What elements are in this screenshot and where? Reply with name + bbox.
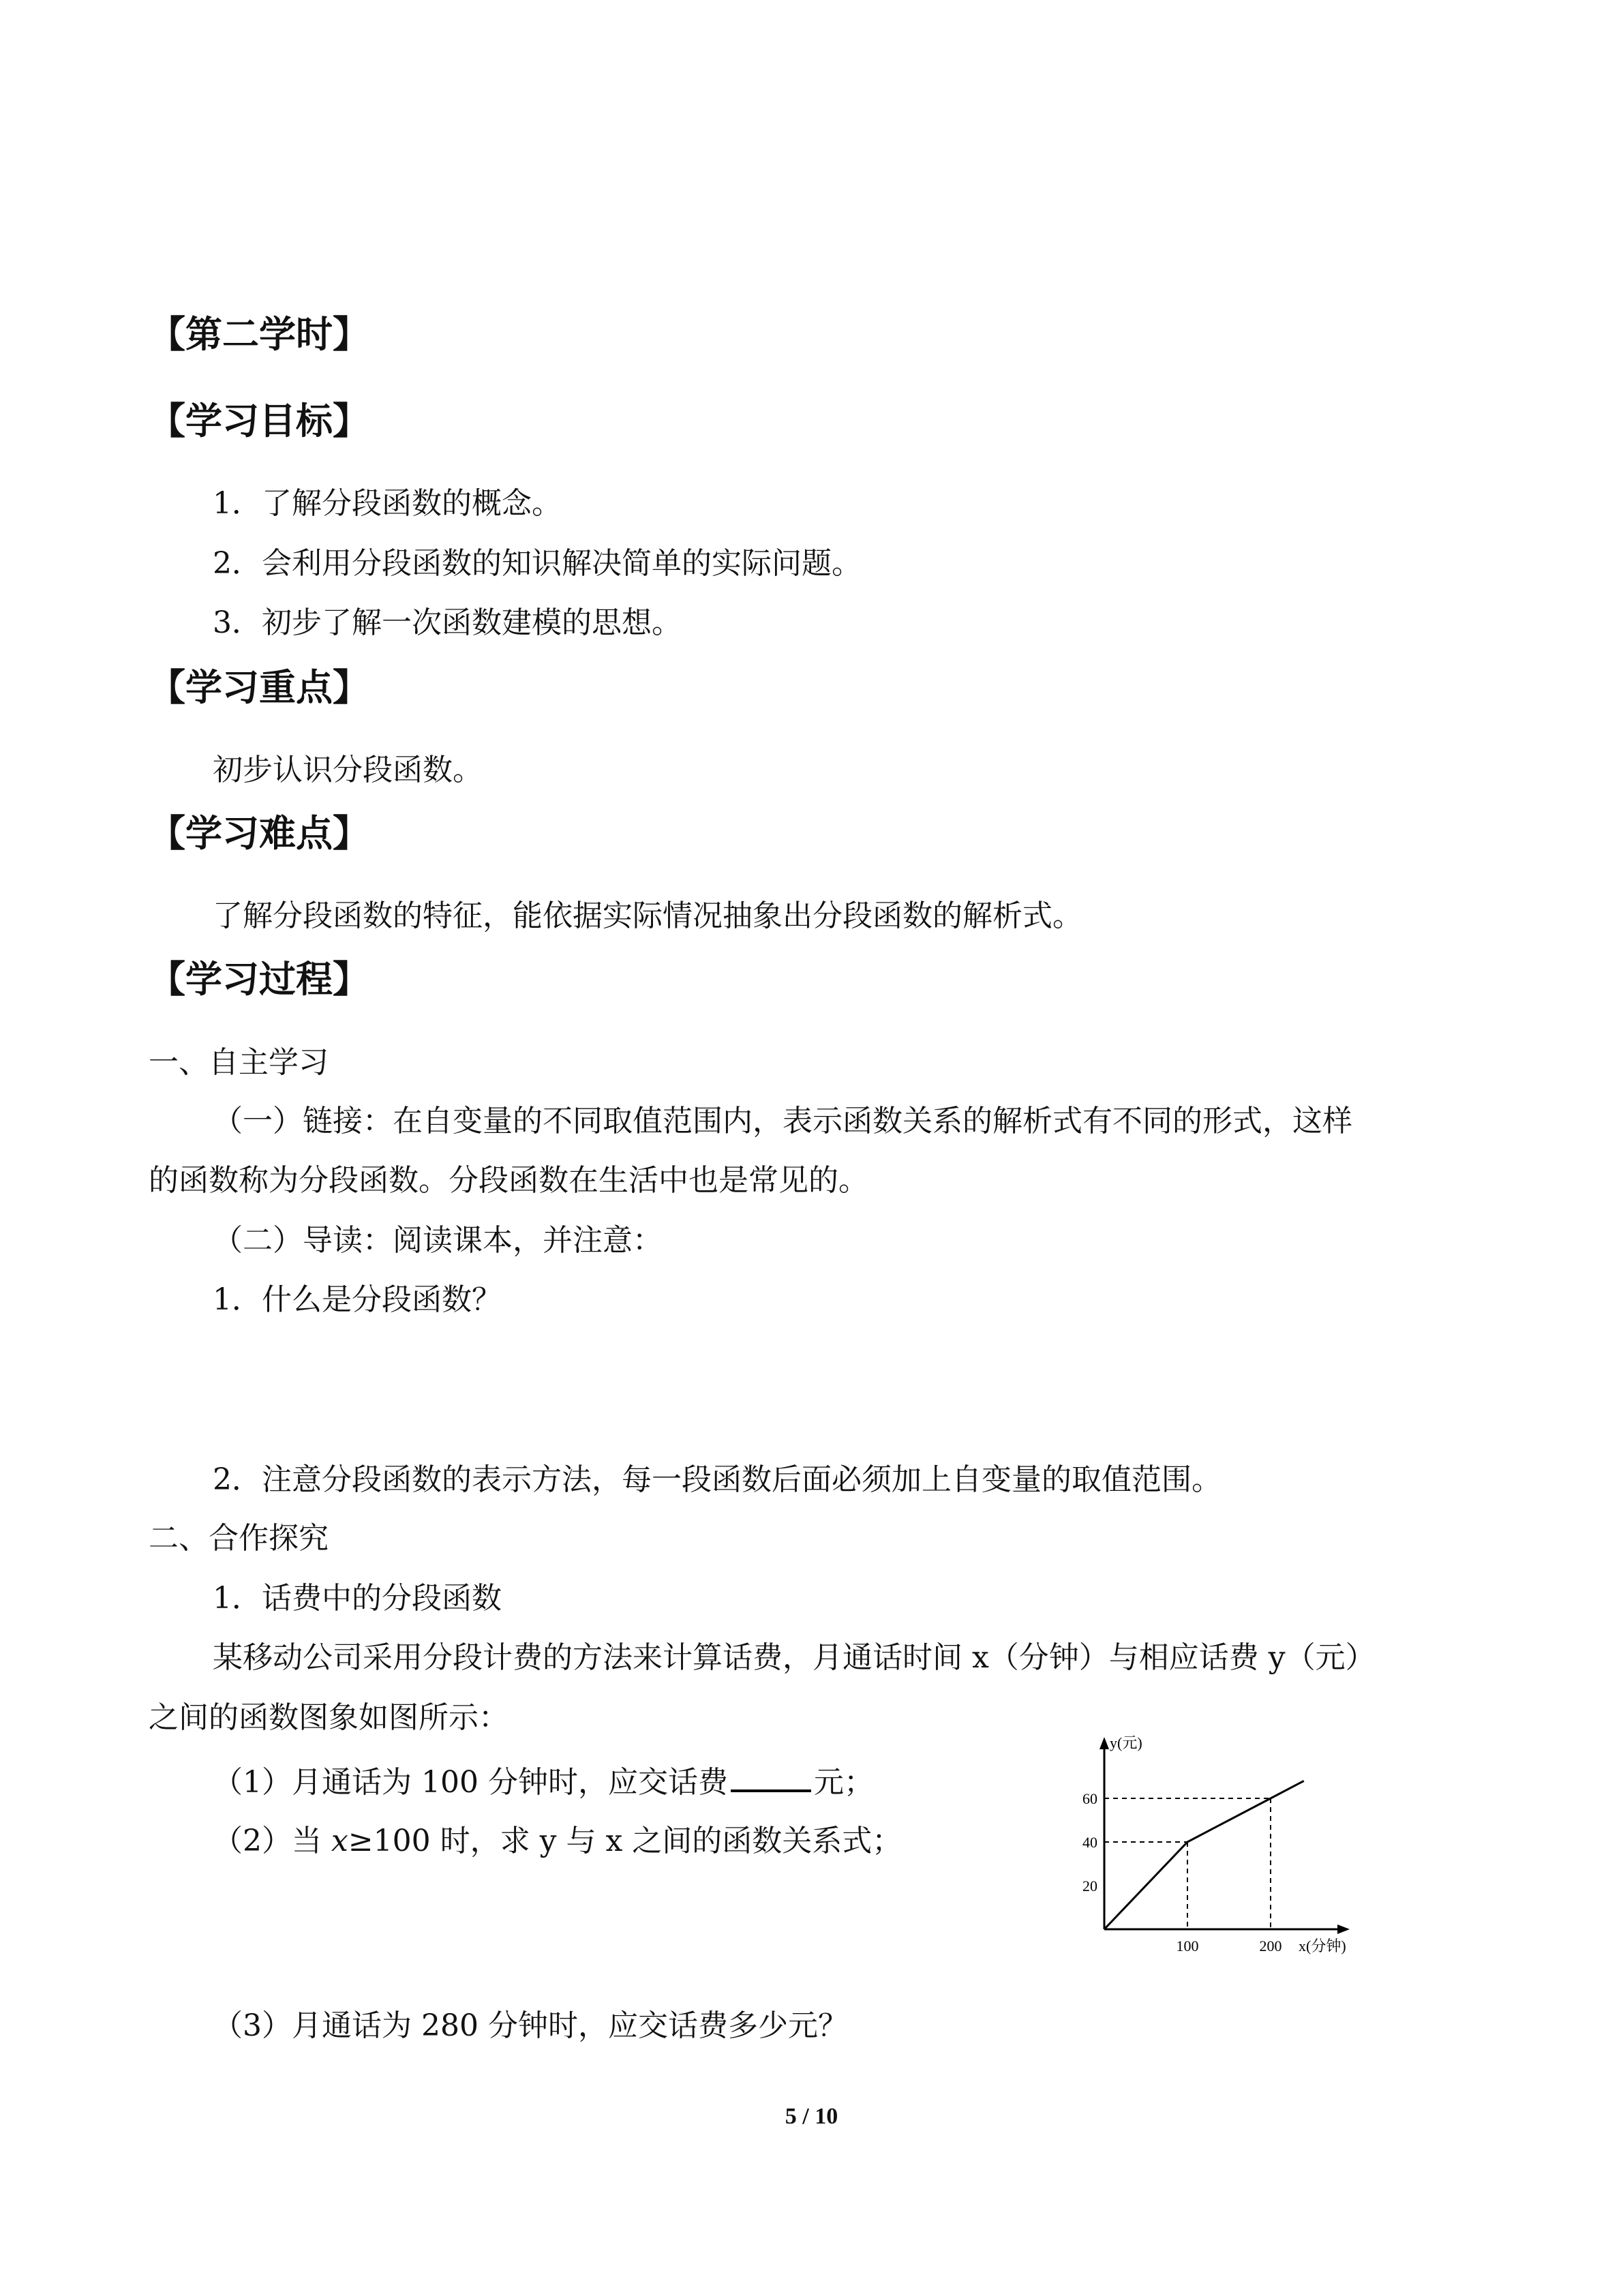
- question-notation: 2．注意分段函数的表示方法，每一段函数后面必须加上自变量的取值范围。: [213, 1462, 1222, 1497]
- section-period-heading: 【第二学时】: [149, 313, 369, 356]
- x-axis-label: x(分钟): [1299, 1937, 1346, 1954]
- question-2-var: x: [331, 1824, 348, 1858]
- page-number: 5 / 10: [785, 2104, 838, 2129]
- link-line-1: （一）链接：在自变量的不同取值范围内，表示函数关系的解析式有不同的形式，这样: [213, 1104, 1352, 1138]
- x-tick-label-100: 100: [1176, 1937, 1199, 1954]
- difficulties-heading: 【学习难点】: [149, 812, 369, 855]
- guide-text: （二）导读：阅读课本，并注意：: [213, 1223, 663, 1258]
- question-1-suffix: 元；: [813, 1765, 874, 1800]
- phone-fee-graph: [1063, 1732, 1384, 1977]
- objectives-heading: 【学习目标】: [149, 399, 369, 442]
- question-2-suffix: ≥100 时，求 y 与 x 之间的函数关系式；: [348, 1824, 902, 1858]
- x-tick-label-200: 200: [1259, 1937, 1282, 1954]
- y-axis-arrow: [1099, 1737, 1109, 1749]
- x-axis-arrow: [1337, 1924, 1350, 1934]
- part1-title: 一、自主学习: [149, 1045, 329, 1080]
- y-tick-label-60: 60: [1082, 1790, 1097, 1807]
- question-1-prefix: （1）月通话为 100 分钟时，应交话费: [213, 1765, 728, 1800]
- link-line-2: 的函数称为分段函数。分段函数在生活中也是常见的。: [149, 1163, 868, 1198]
- guide-lines: [1104, 1798, 1271, 1929]
- question-2-prefix: （2）当: [213, 1824, 331, 1858]
- key-points-text: 初步认识分段函数。: [213, 753, 483, 787]
- graph-axes: [1099, 1737, 1350, 1934]
- key-points-heading: 【学习重点】: [149, 666, 369, 709]
- part2-title: 二、合作探究: [149, 1521, 329, 1556]
- graph-marks: [1104, 1781, 1304, 1929]
- intro-line-1: 某移动公司采用分段计费的方法来计算话费，月通话时间 x（分钟）与相应话费 y（元）: [213, 1640, 1376, 1675]
- series-line: [1104, 1781, 1304, 1929]
- answer-blank[interactable]: [731, 1766, 811, 1792]
- objective-item-2: 2．会利用分段函数的知识解决简单的实际问题。: [213, 546, 862, 581]
- y-axis-label: y(元): [1110, 1734, 1142, 1751]
- y-tick-label-20: 20: [1082, 1877, 1097, 1894]
- sub-heading-phone: 1．话费中的分段函数: [213, 1581, 502, 1616]
- question-2: [213, 1816, 902, 1860]
- question-1: [213, 1757, 874, 1801]
- y-tick-label-40: 40: [1082, 1834, 1097, 1851]
- question-3: （3）月通话为 280 分钟时，应交话费多少元？: [213, 2008, 848, 2043]
- objective-item-1: 1．了解分段函数的概念。: [213, 486, 562, 521]
- intro-line-2: 之间的函数图象如图所示：: [149, 1700, 509, 1735]
- question-what-is: 1．什么是分段函数？: [213, 1282, 502, 1317]
- process-heading: 【学习过程】: [149, 958, 369, 1001]
- difficulties-text: 了解分段函数的特征，能依据实际情况抽象出分段函数的解析式。: [213, 898, 1082, 933]
- objective-item-3: 3．初步了解一次函数建模的思想。: [213, 605, 682, 640]
